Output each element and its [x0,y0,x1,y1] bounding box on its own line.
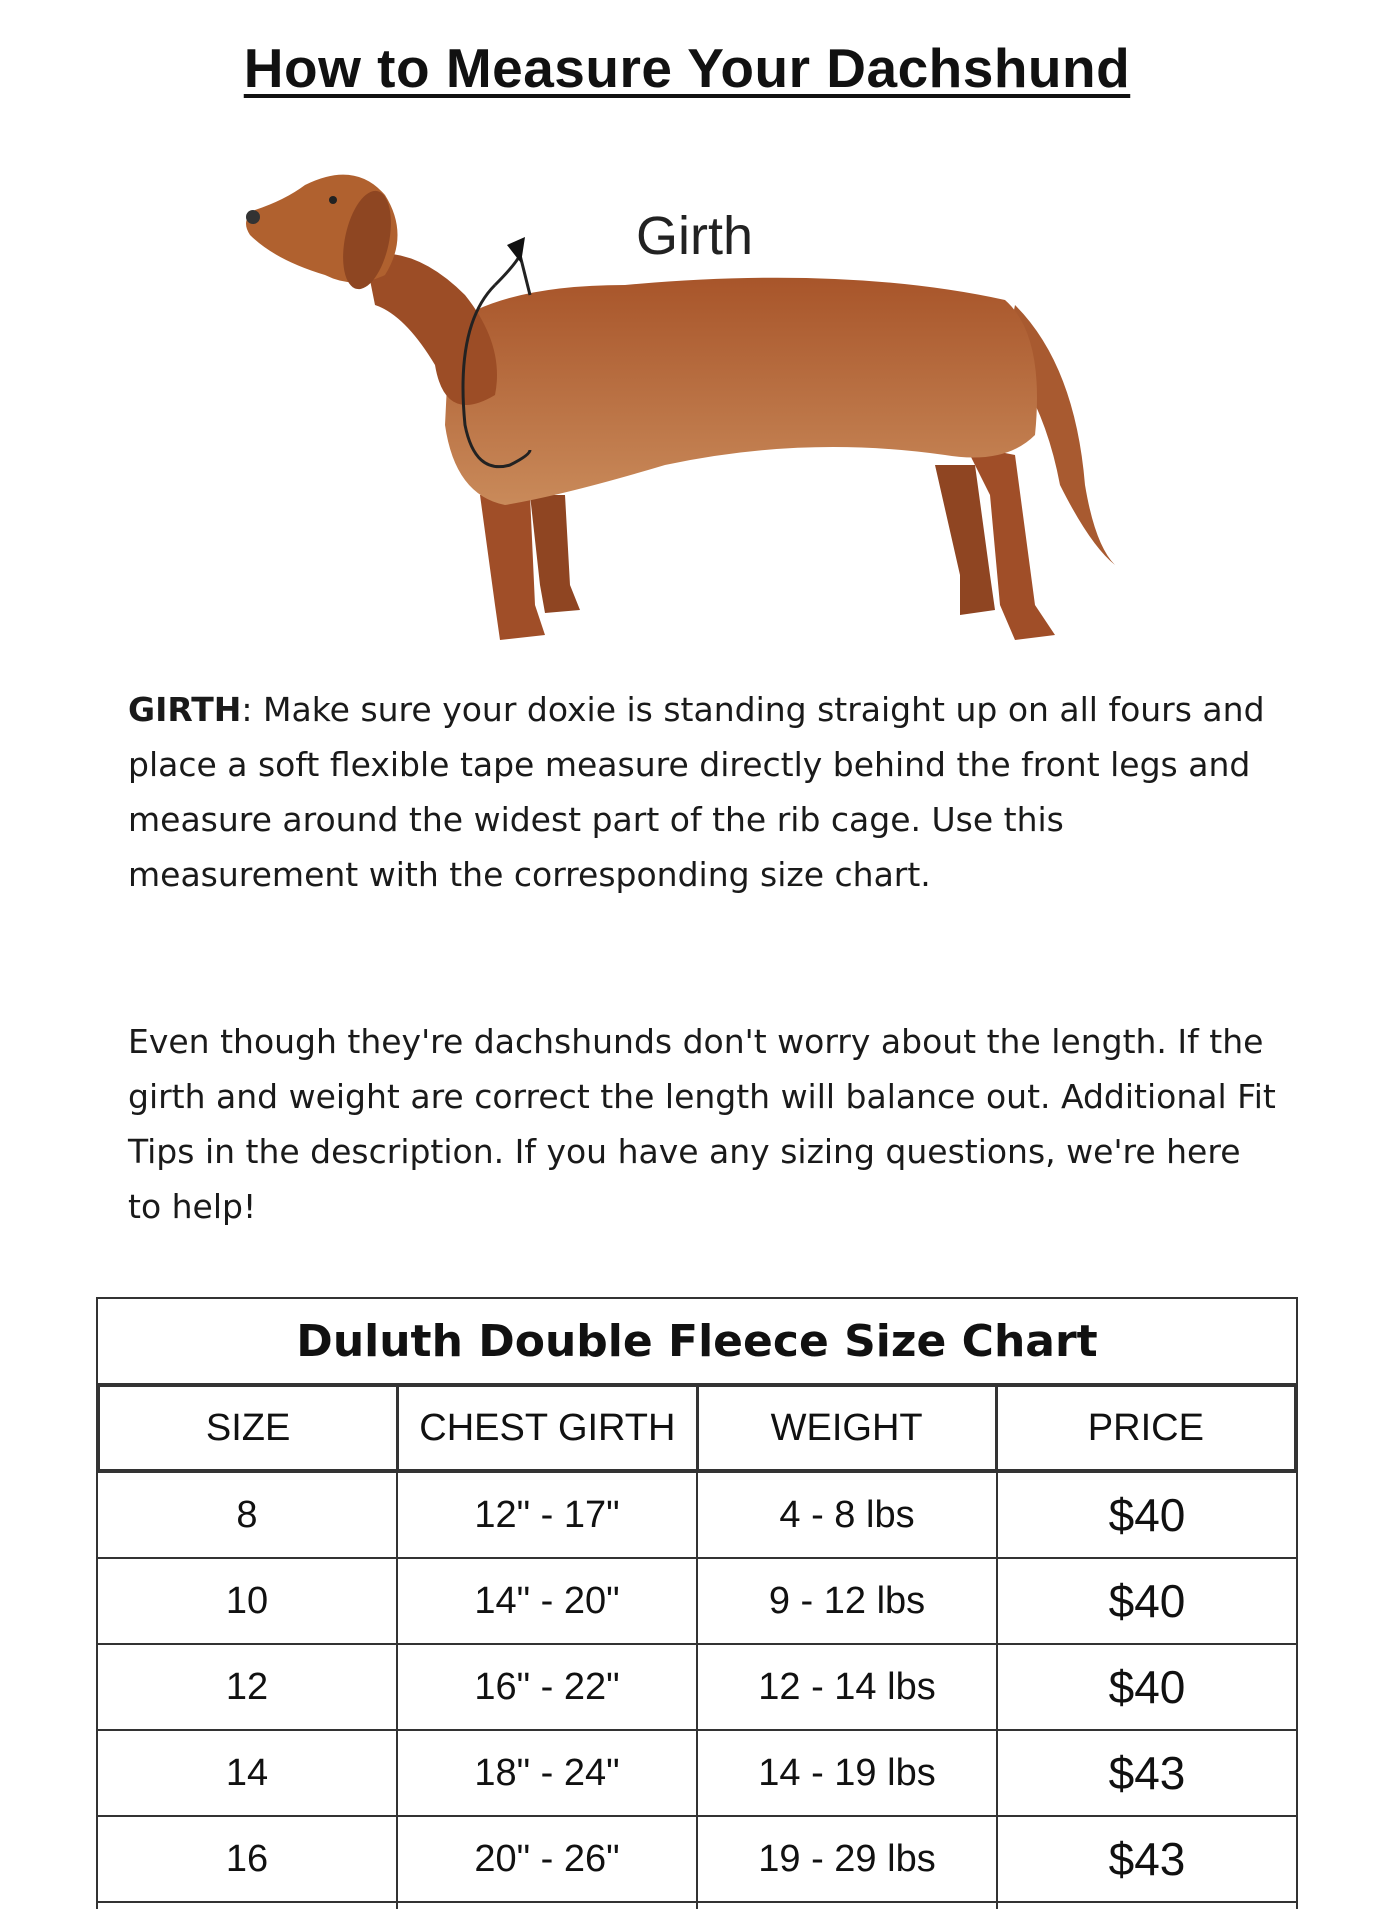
cell-chest-girth: 20" - 26" [398,1817,698,1901]
cell-weight: 14 - 19 lbs [698,1731,998,1815]
cell-size: 16 [98,1817,398,1901]
cell-price: $40 [1108,1489,1186,1541]
header-weight: WEIGHT [699,1387,998,1469]
girth-text: : Make sure your doxie is standing straight up on all fours and place a soft flexible tape measure directly behind the front legs and measure around the widest part of the rib cage. Use this measurement with the corresponding size chart. [128,690,1265,894]
girth-label: Girth [636,206,754,266]
cell-price: $40 [1108,1575,1186,1627]
cell-weight: 9 - 12 lbs [698,1559,998,1643]
girth-heading: GIRTH [128,690,242,729]
table-tail [98,1903,1296,1909]
table-row [98,1731,1296,1817]
table-row [98,1473,1296,1559]
page-title-text: How to Measure Your Dachshund [243,37,1131,99]
cell-price: $43 [1108,1747,1186,1799]
cell-size: 8 [98,1473,398,1557]
cell-weight: 4 - 8 lbs [698,1473,998,1557]
size-chart-title: Duluth Double Fleece Size Chart [296,1315,1098,1367]
length-note: Even though they're dachshunds don't worry about the length. If the girth and weight are correct the length will balance out. Additional Fit Tips in the description. If you have any sizing questions, we're here to help! [128,1022,1276,1226]
table-row [98,1817,1296,1903]
cell-size: 10 [98,1559,398,1643]
table-row [98,1645,1296,1731]
cell-weight: 12 - 14 lbs [698,1645,998,1729]
size-chart-table [96,1297,1298,1909]
cell-chest-girth: 16" - 22" [398,1645,698,1729]
table-header-row [96,1383,1298,1473]
header-price: PRICE [1087,1406,1204,1449]
cell-price: $40 [1108,1661,1186,1713]
header-chest-girth: CHEST GIRTH [399,1387,698,1469]
girth-instructions [128,682,1278,902]
cell-size: 14 [98,1731,398,1815]
cell-price: $43 [1108,1833,1186,1885]
cell-size: 12 [98,1645,398,1729]
cell-chest-girth: 14" - 20" [398,1559,698,1643]
table-row [98,1559,1296,1645]
cell-chest-girth: 12" - 17" [398,1473,698,1557]
header-size: SIZE [100,1387,399,1469]
page-title [0,36,1374,100]
cell-chest-girth: 18" - 24" [398,1731,698,1815]
cell-weight: 19 - 29 lbs [698,1817,998,1901]
